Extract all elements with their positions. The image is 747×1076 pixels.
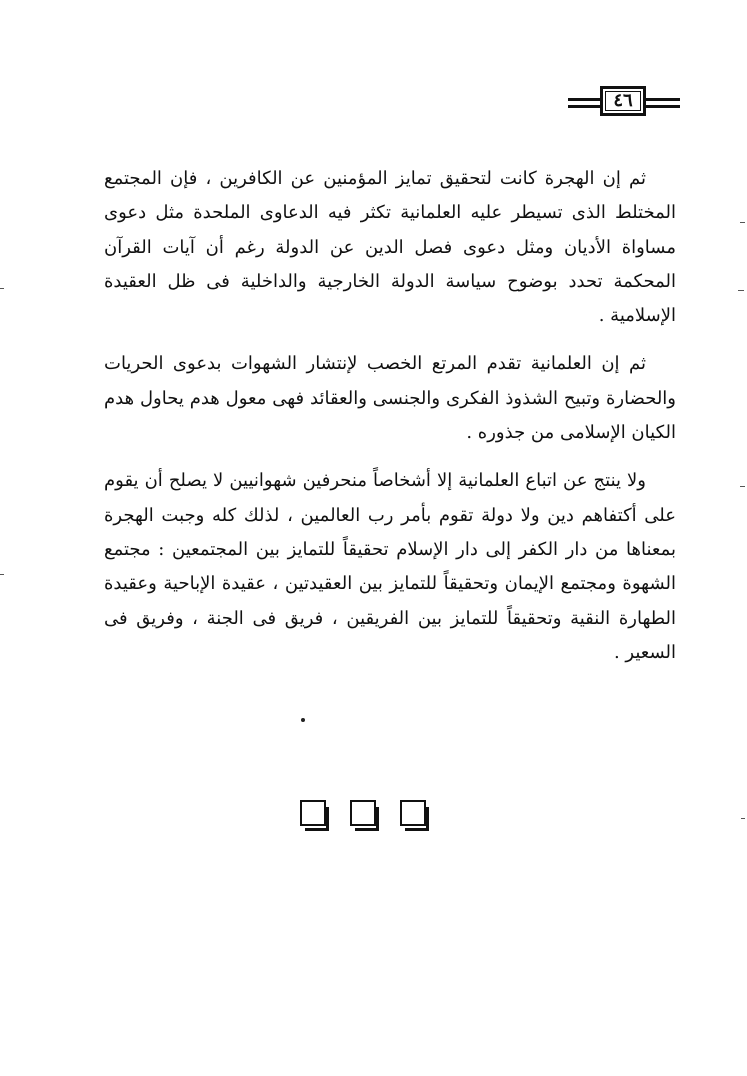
- scan-artifact: [741, 818, 745, 819]
- paragraph: ولا ينتج عن اتباع العلمانية إلا أشخاصاً منحرفين شهوانيين لا يصلح أن يقوم على أكتفاهم دين ولا دولة تقوم بأمر رب العالمين ، لذلك كله وجبت الهجرة بمعناها من دار الكفر إلى دار الإسلام تحقيقاً للتمايز بين المجتمعين : مجتمع الشهوة ومجتمع الإيمان وتحقيقاً للتمايز بين العقيدتين ، عقيدة الإباحية وعقيدة الطهارة النقية وتحقيقاً للتمايز بين الفريقين ، فريق فى الجنة ، وفريق فى السعير .: [104, 470, 676, 663]
- ornament-square-icon: [400, 800, 426, 826]
- stray-dot-mark: [301, 718, 305, 722]
- page-number-header: [568, 86, 680, 126]
- header-rule: [646, 105, 680, 108]
- scan-artifact: [0, 288, 4, 289]
- scan-artifact: [740, 222, 745, 223]
- body-text: [104, 162, 676, 684]
- header-rule: [568, 105, 602, 108]
- page-number: ٤٦: [600, 86, 646, 116]
- ornament-square-icon: [300, 800, 326, 826]
- ornament-square-icon: [350, 800, 376, 826]
- paragraph: ثم إن الهجرة كانت لتحقيق تمايز المؤمنين عن الكافرين ، فإن المجتمع المختلط الذى تسيطر عليه العلمانية تكثر فيه الدعاوى الملحدة مثل دعوى مساواة الأديان ومثل دعوى فصل الدين عن الدولة رغم أن آيات القرآن المحكمة تحدد بوضوح سياسة الدولة الخارجية والداخلية فى ظل العقيدة الإسلامية .: [104, 168, 676, 327]
- paragraph: ثم إن العلمانية تقدم المرتع الخصب لإنتشار الشهوات بدعوى الحريات والحضارة وتبيح الشذوذ الفكرى والجنسى والعقائد فهى معول هدم يحاول هدم الكيان الإسلامى من جذوره .: [104, 353, 676, 444]
- header-rule: [646, 98, 680, 101]
- header-rule: [568, 98, 602, 101]
- scan-artifact: [738, 290, 744, 291]
- section-end-ornament: [300, 800, 450, 832]
- scan-artifact: [0, 574, 4, 575]
- scan-artifact: [740, 486, 745, 487]
